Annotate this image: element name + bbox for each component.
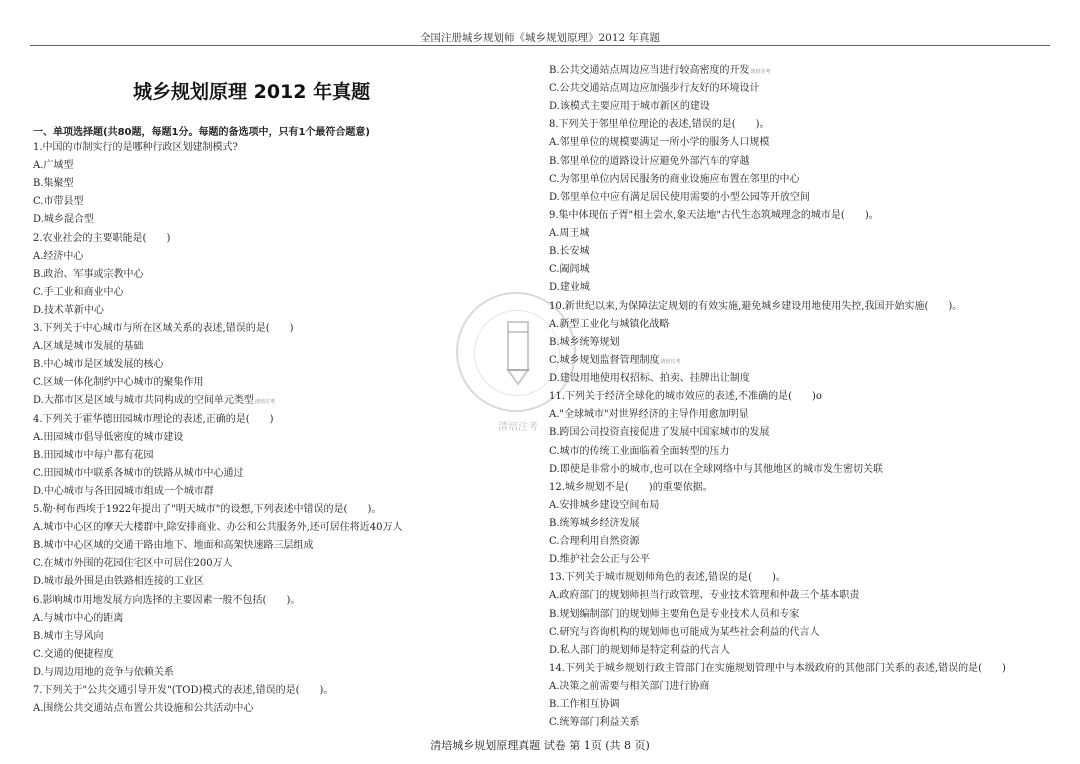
question-line: A.新型工业化与城镇化战略 <box>549 318 670 330</box>
question-line: A.广域型 <box>33 160 74 172</box>
question-line: B.城市中心区域的交通干路由地下、地面和高架快速路三层组成 <box>33 540 314 552</box>
question-line: 7.下列关于"公共交通引导开发"(TOD)模式的表述,错误的是( )。 <box>33 685 334 696</box>
question-line: B.跨国公司投资直接促进了发展中国家城市的发展 <box>549 427 770 439</box>
question-line: B.工作相互协调 <box>549 699 620 711</box>
question-line: D.维护社会公正与公平 <box>549 554 650 566</box>
question-line: 6.影响城市用地发展方向选择的主要因素一般不包括( )。 <box>33 594 301 606</box>
question-line: B.公共交通站点周边应当进行较高密度的开发清培注考 <box>549 65 771 76</box>
question-line: C.城市的传统工业面临着全面转型的压力 <box>549 445 730 457</box>
question-line: A.田园城市倡导低密度的城市建设 <box>33 431 184 443</box>
question-line: 11.下列关于经济全球化的城市效应的表述,不准确的是( )o <box>549 391 822 403</box>
question-line: 3.下列关于中心城市与所在区域关系的表述,错误的是( ) <box>33 323 294 334</box>
watermark-small: 清培注考 <box>254 399 275 406</box>
question-line: A.围绕公共交通站点布置公共设施和公共活动中心 <box>33 703 254 715</box>
question-line: C.阖闾城 <box>549 264 590 276</box>
question-line: 9.集中体现伍子胥"相土尝水,象天法地"古代生态筑城理念的城市是( )。 <box>549 209 879 221</box>
question-line: C.在城市外围的花园住宅区中可居住200万人 <box>33 558 233 570</box>
watermark-small: 清培注考 <box>660 358 681 365</box>
question-line: 10.新世纪以来,为保障法定规划的有效实施,避免城乡建设用地使用失控,我国开始实施( )。 <box>549 300 963 312</box>
question-line: C.市带县型 <box>33 196 84 208</box>
question-line: D.中心城市与各田园城市组成一个城市群 <box>33 485 214 497</box>
question-line: D.即使是非常小的城市,也可以在全球网络中与其他地区的城市发生密切关联 <box>549 463 884 475</box>
page-title: 城乡规划原理 2012 年真题 <box>133 81 371 103</box>
question-line: C.合理利用自然资源 <box>549 536 640 548</box>
page-footer: 清培城乡规划原理真题 试卷 第 1页 (共 8 页) <box>430 739 650 752</box>
question-line: B.政治、军事或宗教中心 <box>33 268 144 280</box>
question-line: B.田园城市中每户都有花园 <box>33 449 154 461</box>
question-line: A.政府部门的规划师担当行政管理、专业技术管理和仲裁三个基本职责 <box>549 590 860 602</box>
pencil-icon <box>502 318 534 388</box>
question-line: C.为邻里单位内居民服务的商业设施应布置在邻里的中心 <box>549 173 800 185</box>
question-line: D.与周边用地的竞争与依赖关系 <box>33 666 174 678</box>
question-line: C.研究与咨询机构的规划师也可能成为某些社会利益的代言人 <box>549 626 820 638</box>
question-line: D.私人部门的规划师是特定利益的代言人 <box>549 644 730 656</box>
header-rule <box>30 45 1050 46</box>
question-line: B.集聚型 <box>33 178 74 190</box>
question-line: D.建业城 <box>549 282 590 294</box>
question-line: A.与城市中心的距离 <box>33 612 124 624</box>
question-line: D.该模式主要应用于城市新区的建设 <box>549 101 710 113</box>
question-line: A."全球城市"对世界经济的主导作用愈加明显 <box>549 409 749 421</box>
question-line: C.交通的便捷程度 <box>33 648 114 660</box>
section-heading: 一、单项选择题(共80题，每题1分。每题的备选项中，只有1个最符合题意) <box>33 127 370 138</box>
question-line: B.长安城 <box>549 246 590 258</box>
question-line: 12.城乡规划不是( )的重要依据。 <box>549 481 713 493</box>
question-line: C.手工业和商业中心 <box>33 286 124 298</box>
question-line: 13.下列关于城市规划师角色的表述,错误的是( )。 <box>549 572 786 584</box>
question-line: B.城市主导风向 <box>33 630 104 642</box>
question-line: A.城市中心区的摩天大楼群中,除安排商业、办公和公共服务外,还可居住将近40万人 <box>33 522 403 534</box>
question-line: 4.下列关于霍华德田园城市理论的表述,正确的是( ) <box>33 413 274 425</box>
question-line: D.城市最外围是由铁路相连接的工业区 <box>33 576 204 588</box>
question-line: D.城乡混合型 <box>33 214 94 226</box>
watermark-small: 清培注考 <box>750 69 771 75</box>
question-line: 1.中国的市制实行的是哪种行政区划建制模式? <box>33 142 238 153</box>
question-line: D.建设用地使用权招标、拍卖、挂牌出让制度 <box>549 373 750 385</box>
question-line: C.公共交通站点周边应加强步行友好的环境设计 <box>549 83 760 95</box>
question-line: 5.勒·柯布西埃于1922年提出了"明天城市"的设想,下列表述中错误的是( )。 <box>33 504 382 515</box>
question-line: B.中心城市是区域发展的核心 <box>33 359 164 371</box>
question-line: 8.下列关于邻里单位理论的表述,错误的是( )。 <box>549 119 770 131</box>
question-line: B.城乡统筹规划 <box>549 336 620 348</box>
question-line: D.技术革新中心 <box>33 304 104 316</box>
question-line: C.区域一体化制约中心城市的聚集作用 <box>33 377 204 389</box>
question-line: C.城乡规划监督管理制度清培注考 <box>549 354 681 366</box>
question-line: D.邻里单位中应有满足居民使用需要的小型公园等开放空间 <box>549 191 810 203</box>
question-line: 14.下列关于城乡规划行政主管部门在实施规划管理中与本级政府的其他部门关系的表述,错误的是( ) <box>549 662 1006 674</box>
question-line: A.安排城乡建设空间布局 <box>549 499 660 511</box>
question-line: C.统筹部门利益关系 <box>549 717 640 729</box>
question-line: B.规划编制部门的规划师主要角色是专业技术人员和专家 <box>549 608 800 620</box>
question-line: A.邻里单位的规模要满足一所小学的服务人口规模 <box>549 137 770 149</box>
question-line: C.田园城市中联系各城市的铁路从城市中心通过 <box>33 467 244 479</box>
question-line: B.统筹城乡经济发展 <box>549 518 640 529</box>
question-line: B.邻里单位的道路设计应避免外部汽车的穿越 <box>549 155 750 167</box>
question-line: D.大都市区是区域与城市共同构成的空间单元类型清培注考 <box>33 395 275 407</box>
question-line: A.决策之前需要与相关部门进行协商 <box>549 681 710 693</box>
page-header: 全国注册城乡规划师《城乡规划原理》2012 年真题 <box>419 32 661 44</box>
stamp-label: 清培注考 <box>498 422 538 433</box>
question-line: A.经济中心 <box>33 250 84 262</box>
question-line: 2.农业社会的主要职能是( ) <box>33 232 171 244</box>
question-line: A.周王城 <box>549 228 590 240</box>
question-line: A.区域是城市发展的基础 <box>33 341 144 353</box>
